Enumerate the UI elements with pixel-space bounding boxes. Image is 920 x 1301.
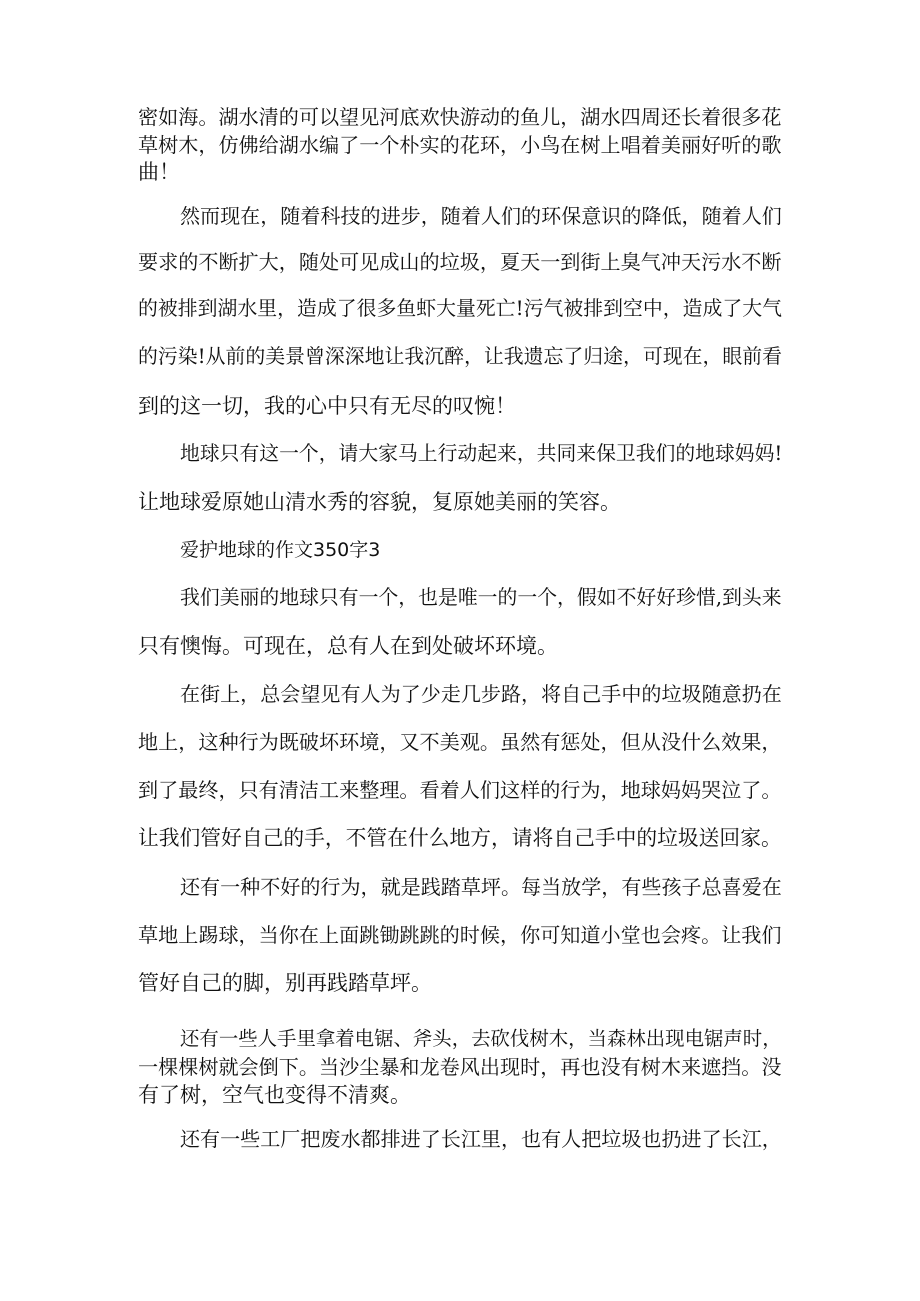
text-line: 还有一些工厂把废水都排进了长江里，也有人把垃圾也扔进了长江， xyxy=(180,1127,782,1151)
text-line: 然而现在，随着科技的进步，随着人们的环保意识的降低，随着人们 xyxy=(180,204,782,228)
text-line: 还有一些人手里拿着电锯、斧头，去砍伐树木，当森林出现电锯声时， xyxy=(180,1027,782,1050)
text-line: 让我们管好自己的手，不管在什么地方，请将自己手中的垃圾送回家。 xyxy=(138,826,782,850)
text-line: 的被排到湖水里，造成了很多鱼虾大量死亡!污气被排到空中，造成了大气 xyxy=(138,297,782,320)
text-line: 到了最终，只有清洁工来整理。看着人们这样的行为，地球妈妈哭泣了。 xyxy=(138,778,782,802)
text-line: 地上，这种行为既破坏环境，又不美观。虽然有惩处，但从没什么效果， xyxy=(138,730,782,754)
text-line: 在街上，总会望见有人为了少走几步路，将自己手中的垃圾随意扔在 xyxy=(180,682,782,706)
text-line: 到的这一切，我的心中只有无尽的叹惋！ xyxy=(138,394,516,418)
text-line: 还有一种不好的行为，就是践踏草坪。每当放学，有些孩子总喜爱在 xyxy=(180,875,782,899)
text-line: 管好自己的脚，别再践踏草坪。 xyxy=(138,971,432,995)
text-line: 要求的不断扩大，随处可见成山的垃圾，夏天一到街上臭气冲天污水不断 xyxy=(138,250,782,274)
text-line: 我们美丽的地球只有一个，也是唯一的一个，假如不好好珍惜,到头来 xyxy=(180,586,782,609)
text-line: 草树木，仿佛给湖水编了一个朴实的花环，小鸟在树上唱着美丽好听的歌 xyxy=(138,133,782,157)
text-line: 草地上踢球，当你在上面跳锄跳跳的时候，你可知道小堂也会疼。让我们 xyxy=(138,923,782,947)
section-heading: 爱护地球的作文350字3 xyxy=(180,539,381,561)
text-line: 曲！ xyxy=(138,160,180,184)
text-line: 一棵棵树就会倒下。当沙尘暴和龙卷风出现时，再也没有树木来遮挡。没 xyxy=(138,1055,782,1079)
text-line: 地球只有这一个，请大家马上行动起来，共同来保卫我们的地球妈妈! xyxy=(180,442,783,465)
text-line: 密如海。湖水清的可以望见河底欢快游动的鱼儿，湖水四周还长着很多花 xyxy=(138,105,782,129)
text-line: 只有懊悔。可现在，总有人在到处破坏环境。 xyxy=(138,634,558,658)
text-line: 的污染!从前的美景曾深深地让我沉醉，让我遗忘了归途，可现在，眼前看 xyxy=(138,345,782,368)
text-line: 有了树，空气也变得不清爽。 xyxy=(138,1083,411,1107)
text-line: 让地球爱原她山清水秀的容貌，复原她美丽的笑容。 xyxy=(138,490,621,514)
